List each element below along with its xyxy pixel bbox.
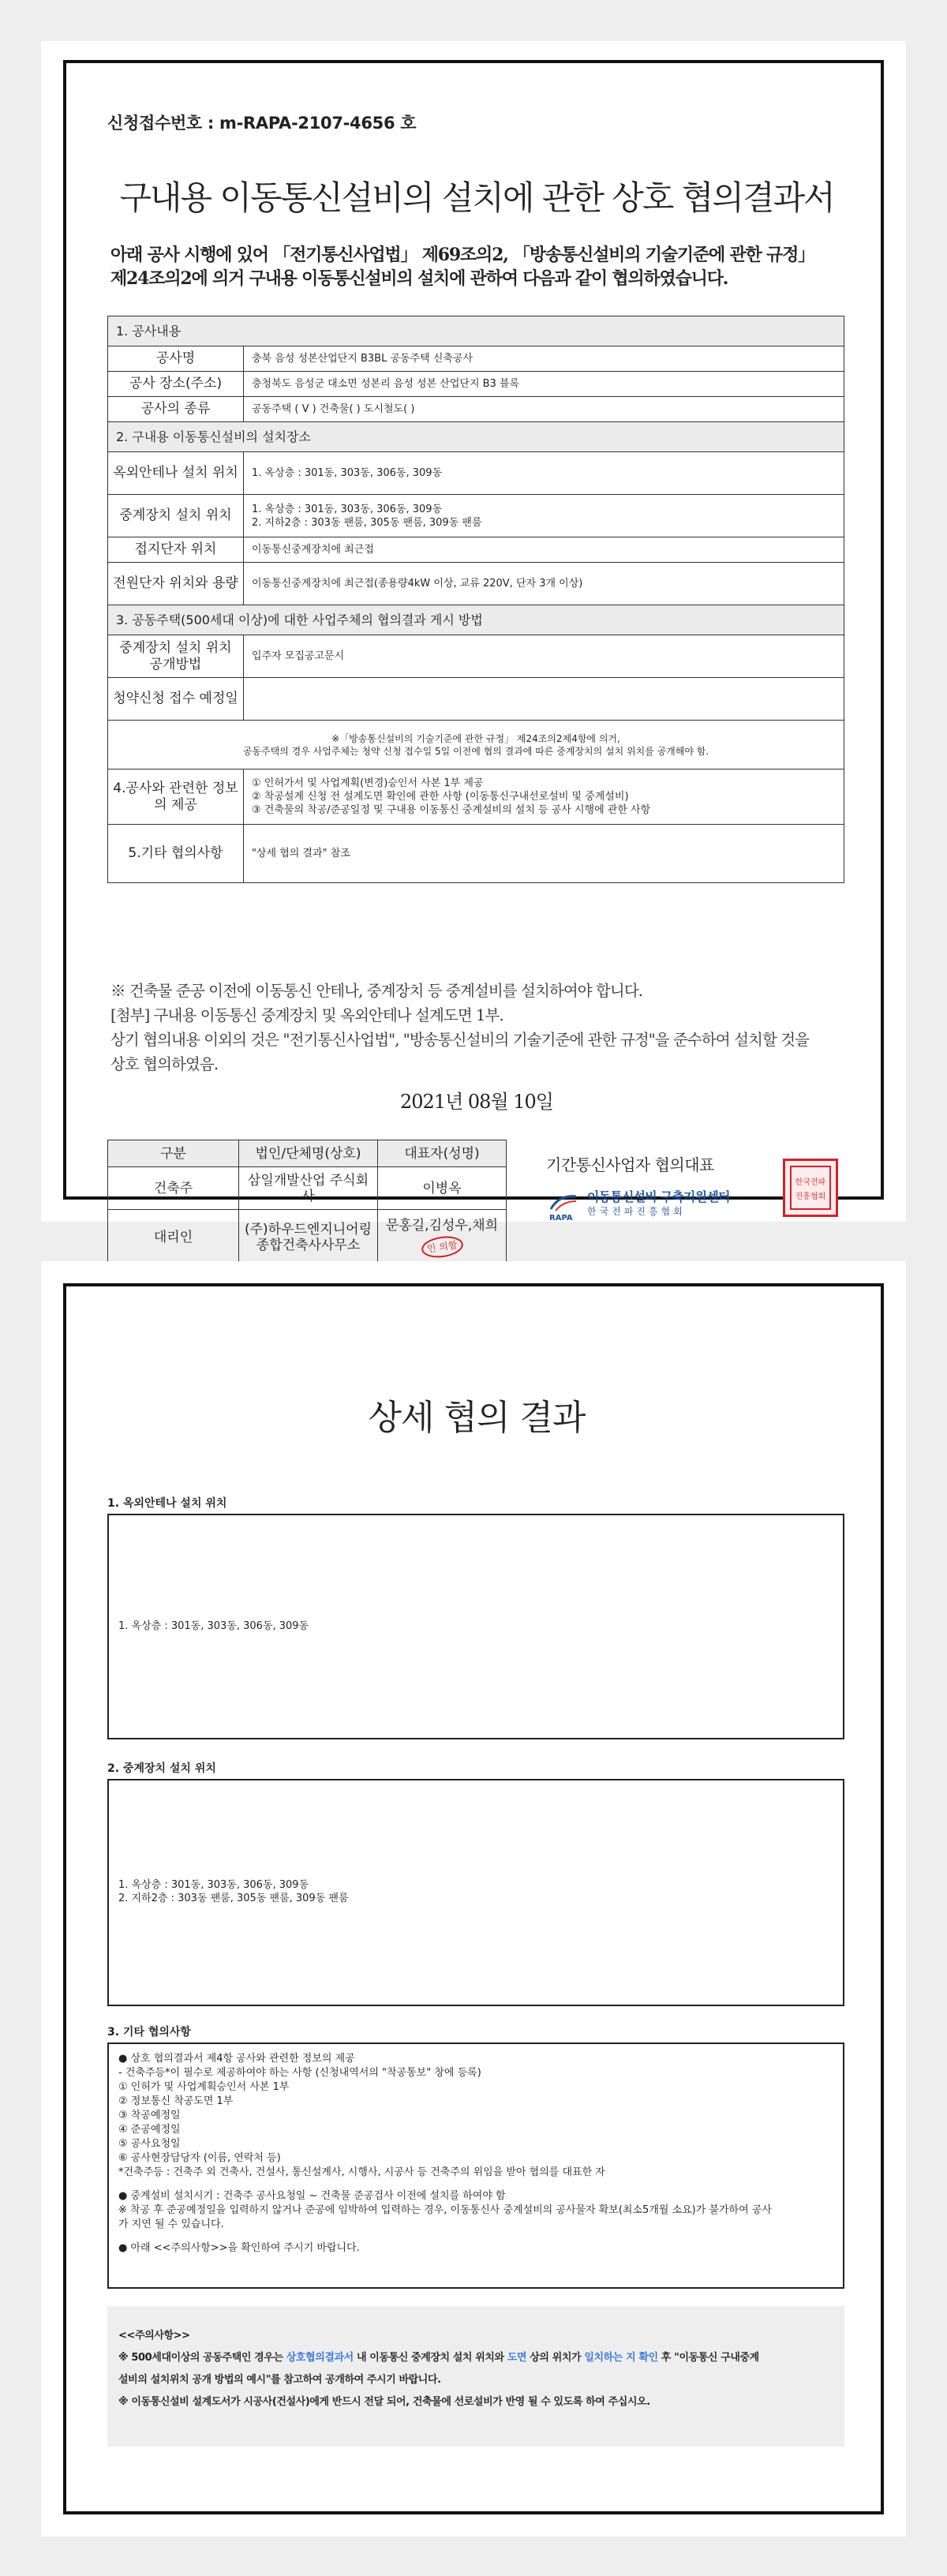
repeater-section-line-2: 2. 지하2층 : 303동 팬룸, 305동 팬룸, 309동 팬룸	[118, 1893, 349, 1904]
carrier-representative	[546, 1146, 830, 1233]
other-line: 가 지연 될 수 있습니다.	[118, 2218, 224, 2230]
other-line: ⑥ 공사현장담당자 (이름, 연락처 등)	[118, 2152, 281, 2164]
section-3-header: 3. 공동주택(500세대 이상)에 대한 사업주체의 협의결과 게시 방법	[108, 605, 844, 635]
carrier-association-name: 한국전파진흥협회	[587, 1206, 686, 1217]
caution-highlight: 상호협의결과서	[286, 2352, 354, 2364]
caution-text: 후 "이동통신 구내중계	[657, 2352, 759, 2364]
owner-org: 삼일개발산업 주식회사	[239, 1167, 378, 1210]
application-number: 신청접수번호 : m-RAPA-2107-4656 호	[107, 114, 417, 133]
note-line-1: ※ 건축물 준공 이전에 이동통신 안테나, 중계장치 등 중계설비를 설치하여야 합니다.	[110, 982, 643, 1000]
other-line: ● 중계설비 설치시기 : 건축주 공사요청일 ~ 건축물 준공검사 이전에 설치를 하여야 함	[118, 2190, 506, 2202]
detail-sheet	[41, 1261, 906, 2537]
disclosure-method-label: 중계장치 설치 위치 공개방법	[108, 635, 244, 678]
regulation-note	[108, 721, 844, 769]
info-line-1: ① 인허가서 및 사업계획(변경)승인서 사본 1부 제공	[252, 777, 484, 789]
caution-highlight: 일치하는 지 확인	[584, 2352, 658, 2364]
other-line: - 건축주등*이 필수로 제공하여야 하는 사항 (신청내역서의 "착공통보" 창에 등록)	[118, 2067, 481, 2079]
repeater-section-line-1: 1. 옥상층 : 301동, 303동, 306동, 309동	[118, 1879, 309, 1891]
other-section-title: 3. 기타 협의사항	[107, 2026, 191, 2039]
regulation-note-line-2: 공동주택의 경우 사업주체는 청약 신청 접수일 5일 이전에 협의 결과에 따른 중계장치의 설치 위치를 공개해야 함.	[242, 745, 709, 757]
caution-line-3: ※ 이동통신설비 설계도서가 시공사(건설사)에게 반드시 전달 되어, 건축물에 선로설비가 반영 될 수 있도록 하여 주십시오.	[118, 2396, 650, 2408]
other-line: ② 정보통신 착공도면 1부	[118, 2095, 234, 2107]
other-line: ⑤ 공사요청일	[118, 2138, 181, 2150]
other-line-spacer	[118, 2180, 772, 2189]
owner-role: 건축주	[108, 1167, 239, 1210]
caution-text: 상의 위치가	[526, 2352, 585, 2364]
agent-seal-stamp: 인 의함	[420, 1234, 464, 1260]
power-terminal-label: 전원단자 위치와 용량	[108, 563, 244, 605]
project-name-label: 공사명	[108, 346, 244, 372]
agent-rep: 문홍길,김성우,채희	[385, 1217, 499, 1234]
other-section-text	[118, 2052, 772, 2256]
intro-line-1: 아래 공사 시행에 있어 「전기통신사업법」 제69조의2, 「방송통신설비의 기술기준에 관한 규정」	[110, 245, 814, 265]
other-section-box	[107, 2042, 844, 2289]
note-line-2: [첨부] 구내용 이동통신 중계장치 및 옥외안테나 설계도면 1부.	[110, 1006, 503, 1024]
signature-table	[107, 1140, 507, 1265]
antenna-section-title: 1. 옥외안테나 설치 위치	[107, 1497, 227, 1510]
agreement-frame	[63, 60, 884, 1255]
repeater-section-text	[118, 1878, 349, 1905]
agent-role: 대리인	[108, 1210, 239, 1265]
repeater-section-box	[107, 1779, 844, 2006]
subscription-date-value	[244, 678, 844, 721]
seal-text-bottom: 진흥협회	[795, 1193, 826, 1201]
other-line-spacer	[118, 2232, 772, 2241]
other-line: ③ 착공예정일	[118, 2110, 181, 2121]
project-name-value: 충북 음성 성본산업단지 B3BL 공동주택 신축공사	[244, 346, 844, 372]
power-terminal-value: 이동통신중계장치에 최근접(종용량4kW 이상, 교류 220V, 단자 3개 이상)	[244, 563, 844, 605]
info-line-2: ② 착공설계 신청 전 설계도면 확인에 관한 사항 (이동통신구내선로설비 및 중계설비)	[252, 791, 629, 803]
intro-line-2: 제24조의2에 의거 구내용 이동통신설비의 설치에 관하여 다음과 같이 협의하였습니다.	[110, 268, 728, 289]
project-type-label: 공사의 종류	[108, 397, 244, 422]
ground-terminal-label: 접지단자 위치	[108, 537, 244, 563]
location-value: 충청북도 음성군 대소면 성본리 음성 성본 산업단지 B3 블록	[244, 372, 844, 397]
project-type-value: 공동주택 ( V ) 건축물( ) 도시철도( )	[244, 397, 844, 422]
agreement-date: 2021년 08월 10일	[400, 1091, 553, 1113]
signature-header-rep: 대표자(성명)	[378, 1140, 507, 1167]
detail-frame	[63, 1283, 884, 2514]
antenna-section-text: 1. 옥상층 : 301동, 303동, 306동, 309동	[118, 1620, 309, 1632]
other-line: ● 아래 <<주의사항>>을 확인하여 주시기 바랍니다.	[118, 2242, 360, 2254]
caution-text: 내 이동통신 중계장치 설치 위치와	[353, 2352, 507, 2364]
regulation-note-line-1: ※「방송통신설비의 기술기준에 관한 규정」 제24조의2제4항에 의거,	[331, 732, 620, 744]
repeater-section-title: 2. 중계장치 설치 위치	[107, 1762, 216, 1775]
other-matters-label: 5.기타 협의사항	[108, 825, 244, 883]
other-line: *건축주등 : 건축주 외 건축사, 건설사, 통신설계사, 시행사, 시공사 등 건축주의 위임을 받아 협의를 대표한 자	[118, 2166, 605, 2178]
antenna-location-label: 옥외안테나 설치 위치	[108, 452, 244, 495]
signature-header-role: 구분	[108, 1140, 239, 1167]
signature-header-org: 법인/단체명(상호)	[239, 1140, 378, 1167]
caution-line-2: 설비의 설치위치 공개 방법의 예시"를 참고하여 공개하여 주시기 바랍니다.	[118, 2374, 441, 2386]
rapa-logo-text: RAPA	[549, 1214, 573, 1222]
other-line: ④ 준공예정일	[118, 2124, 181, 2136]
antenna-location-value: 1. 옥상층 : 301동, 303동, 306동, 309동	[244, 452, 844, 495]
subscription-date-label: 청약신청 접수 예정일	[108, 678, 244, 721]
carrier-representative-title: 기간통신사업자 협의대표	[546, 1155, 714, 1174]
detail-title: 상세 협의 결과	[368, 1398, 586, 1438]
caution-box	[107, 2306, 844, 2447]
ground-terminal-value: 이동통신중계장치에 최근접	[244, 537, 844, 563]
repeater-line-2: 2. 지하2층 : 303동 팬룸, 305동 팬룸, 309동 팬룸	[252, 516, 482, 529]
note-line-4: 상호 협의하였음.	[110, 1055, 219, 1073]
page-title: 구내용 이동통신설비의 설치에 관한 상호 협의결과서	[119, 178, 834, 217]
notes-block	[110, 979, 848, 1076]
antenna-section-box	[107, 1514, 844, 1739]
seal-text-top: 한국전파	[795, 1178, 826, 1187]
section-2-header: 2. 구내용 이동통신설비의 설치장소	[108, 422, 844, 452]
agent-rep-cell	[378, 1210, 507, 1265]
location-label: 공사 장소(주소)	[108, 372, 244, 397]
info-provision-value	[244, 769, 844, 825]
other-matters-value: "상세 협의 결과" 참조	[244, 825, 844, 883]
agreement-table	[107, 316, 844, 883]
rapa-logo-icon	[549, 1192, 579, 1214]
info-line-3: ③ 건축물의 착공/준공일정 및 구내용 이동통신 중계설비의 설치 등 공사 시행에 관한 사항	[252, 804, 651, 816]
disclosure-method-value: 입주자 모집공고문시	[244, 635, 844, 678]
agent-org: (주)하우드엔지니어링종합건축사사무소	[239, 1210, 378, 1265]
other-line: ※ 착공 후 준공예정일을 입력하지 않거나 준공에 임박하여 입력하는 경우, 이동통신사 중계설비의 공사물자 확보(최소5개월 소요)가 불가하여 공사	[118, 2204, 772, 2216]
caution-line-1	[118, 2347, 833, 2369]
repeater-line-1: 1. 옥상층 : 301동, 303동, 306동, 309동	[252, 503, 443, 515]
carrier-center-name: 이동통신설비 구축지원센터	[587, 1189, 730, 1204]
info-provision-label: 4.공사와 관련한 정보의 제공	[108, 769, 244, 825]
other-line: ● 상호 협의결과서 제4항 공사와 관련한 정보의 제공	[118, 2053, 355, 2065]
section-1-header: 1. 공사내용	[108, 316, 844, 346]
official-seal	[783, 1159, 838, 1217]
caution-text: ※ 500세대이상의 공동주택인 경우는	[118, 2352, 286, 2364]
caution-highlight: 도면	[507, 2352, 527, 2364]
repeater-location-label: 중계장치 설치 위치	[108, 495, 244, 537]
other-line: ① 인허가 및 사업계획승인서 사본 1부	[118, 2081, 290, 2093]
repeater-location-value	[244, 495, 844, 537]
owner-rep: 이병옥	[378, 1167, 507, 1210]
agreement-sheet	[41, 41, 906, 1255]
caution-title: <<주의사항>>	[118, 2330, 190, 2342]
note-line-3: 상기 협의내용 이외의 것은 "전기통신사업법", "방송통신설비의 기술기준에 관한 규정"을 준수하여 설치할 것을	[110, 1031, 810, 1049]
intro-text	[110, 243, 844, 290]
